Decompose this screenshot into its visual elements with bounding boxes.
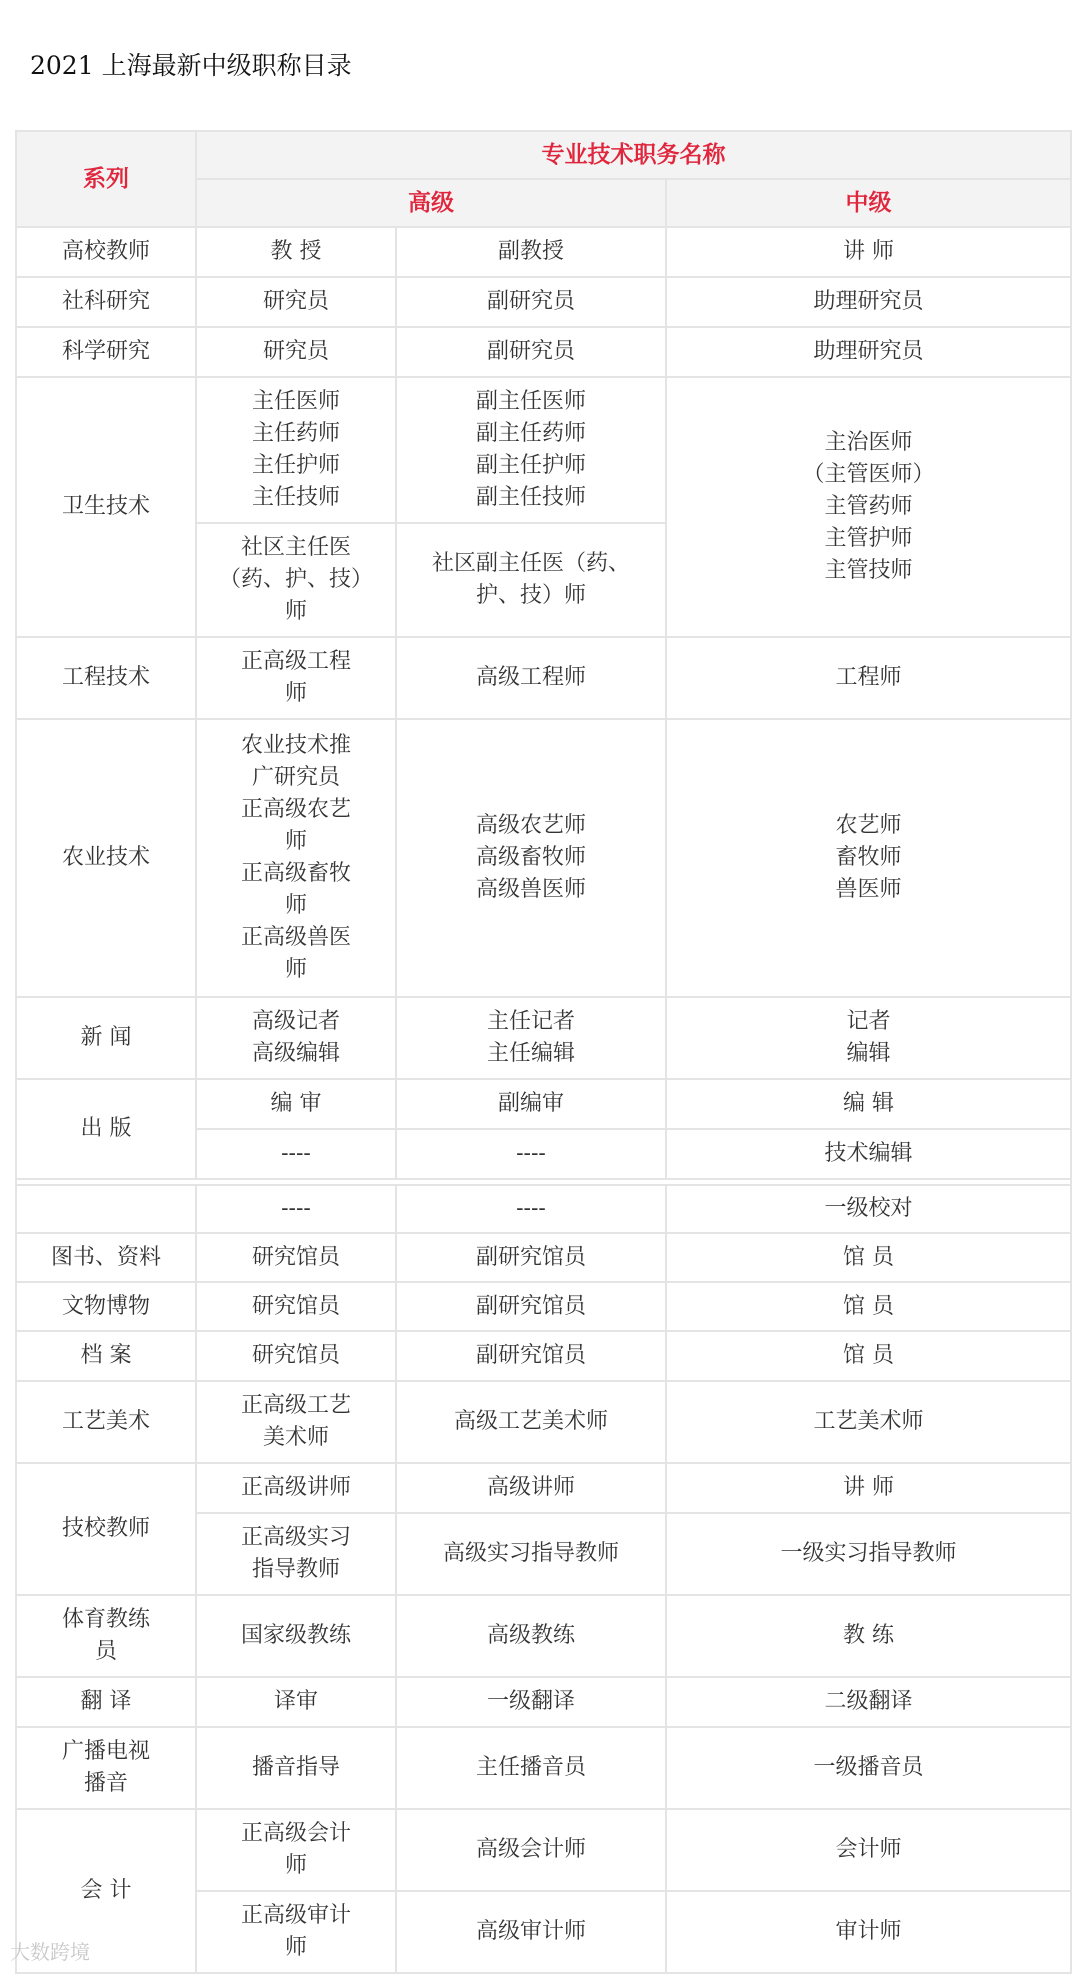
middle-cell: 馆 员 bbox=[666, 1233, 1071, 1282]
vice-senior-cell bbox=[396, 719, 666, 997]
cell-line: 师 bbox=[284, 599, 307, 624]
middle-cell: 审计师 bbox=[666, 1891, 1071, 1973]
series-cell: 卫生技术 bbox=[16, 377, 196, 637]
vice-senior-cell bbox=[396, 377, 666, 523]
cell-line: 师 bbox=[284, 957, 307, 982]
cell-line: 副主任技师 bbox=[475, 485, 586, 510]
cell-line: 主任记者 bbox=[486, 1009, 575, 1034]
senior-cell: 研究员 bbox=[196, 327, 396, 377]
series-cell: 文物博物 bbox=[16, 1282, 196, 1331]
middle-cell: 二级翻译 bbox=[666, 1677, 1071, 1727]
middle-cell: 馆 员 bbox=[666, 1282, 1071, 1331]
cell-line: 主任药师 bbox=[251, 421, 340, 446]
cell-line: 主管技师 bbox=[824, 558, 913, 583]
senior-cell: ---- bbox=[196, 1129, 396, 1179]
cell-line: 正高级会计 bbox=[240, 1821, 351, 1846]
series-cell: 图书、资料 bbox=[16, 1233, 196, 1282]
senior-cell bbox=[196, 719, 396, 997]
senior-cell bbox=[196, 1513, 396, 1595]
cell-line: 指导教师 bbox=[251, 1557, 340, 1582]
middle-cell: 讲 师 bbox=[666, 227, 1071, 277]
table-row bbox=[16, 327, 1071, 377]
page-title: 2021 上海最新中级职称目录 bbox=[30, 51, 352, 80]
table-row bbox=[16, 377, 1071, 523]
series-cell: 新 闻 bbox=[16, 997, 196, 1079]
series-cell: 翻 译 bbox=[16, 1677, 196, 1727]
cell-line: 主任编辑 bbox=[486, 1041, 575, 1066]
middle-cell: 工程师 bbox=[666, 637, 1071, 719]
cell-line: 师 bbox=[284, 893, 307, 918]
senior-cell bbox=[196, 1381, 396, 1463]
series-cell bbox=[16, 1727, 196, 1809]
cell-line: 正高级农艺 bbox=[240, 797, 351, 822]
vice-senior-cell: 副编审 bbox=[396, 1079, 666, 1129]
table-row bbox=[16, 1079, 1071, 1129]
table-row bbox=[16, 1381, 1071, 1463]
cell-line: 副主任药师 bbox=[475, 421, 586, 446]
series-cell: 会 计 bbox=[16, 1809, 196, 1973]
cell-line: 正高级审计 bbox=[240, 1903, 351, 1928]
cell-line: 高级记者 bbox=[251, 1009, 340, 1034]
table-row bbox=[16, 227, 1071, 277]
senior-cell bbox=[196, 1809, 396, 1891]
cell-line: 高级农艺师 bbox=[475, 813, 586, 838]
middle-cell: 会计师 bbox=[666, 1809, 1071, 1891]
middle-cell: 讲 师 bbox=[666, 1463, 1071, 1513]
cell-line: 农艺师 bbox=[835, 813, 902, 838]
table-row bbox=[16, 1282, 1071, 1331]
watermark: 大数跨境 bbox=[10, 1940, 90, 1964]
senior-cell: 播音指导 bbox=[196, 1727, 396, 1809]
vice-senior-cell: 一级翻译 bbox=[396, 1677, 666, 1727]
cell-line: 高级兽医师 bbox=[475, 877, 586, 902]
cell-line: 体育教练 bbox=[61, 1607, 150, 1632]
senior-cell bbox=[196, 997, 396, 1079]
middle-cell: 助理研究员 bbox=[666, 277, 1071, 327]
senior-cell: 国家级教练 bbox=[196, 1595, 396, 1677]
vice-senior-cell bbox=[396, 523, 666, 637]
series-cell: 工程技术 bbox=[16, 637, 196, 719]
cell-line: 广研究员 bbox=[251, 765, 340, 790]
middle-cell bbox=[666, 377, 1071, 637]
table-row bbox=[16, 1809, 1071, 1891]
cell-line: （药、护、技） bbox=[218, 567, 373, 592]
table-row bbox=[16, 1185, 1071, 1233]
senior-cell: 教 授 bbox=[196, 227, 396, 277]
cell-line: 师 bbox=[284, 681, 307, 706]
series-cell: 社科研究 bbox=[16, 277, 196, 327]
cell-line: 广播电视 bbox=[61, 1739, 150, 1764]
cell-line: 高级编辑 bbox=[251, 1041, 340, 1066]
cell-line: 正高级实习 bbox=[240, 1525, 351, 1550]
senior-cell: 正高级讲师 bbox=[196, 1463, 396, 1513]
senior-cell: ---- bbox=[196, 1185, 396, 1233]
senior-cell: 译审 bbox=[196, 1677, 396, 1727]
vice-senior-cell: 副研究馆员 bbox=[396, 1331, 666, 1381]
cell-line: 副主任医师 bbox=[475, 389, 586, 414]
cell-line: 正高级兽医 bbox=[240, 925, 351, 950]
table-row bbox=[16, 1727, 1071, 1809]
senior-cell: 研究馆员 bbox=[196, 1282, 396, 1331]
middle-cell: 助理研究员 bbox=[666, 327, 1071, 377]
cell-line: 正高级工艺 bbox=[240, 1393, 351, 1418]
vice-senior-cell: ---- bbox=[396, 1129, 666, 1179]
senior-cell bbox=[196, 377, 396, 523]
vice-senior-cell: 高级讲师 bbox=[396, 1463, 666, 1513]
table-row bbox=[16, 997, 1071, 1079]
vice-senior-cell: 主任播音员 bbox=[396, 1727, 666, 1809]
vice-senior-cell: 高级工艺美术师 bbox=[396, 1381, 666, 1463]
cell-line: 主管药师 bbox=[824, 494, 913, 519]
middle-cell: 编 辑 bbox=[666, 1079, 1071, 1129]
cell-line: 主任医师 bbox=[251, 389, 340, 414]
cell-line: 社区副主任医（药、 bbox=[431, 551, 630, 576]
vice-senior-cell: 副研究员 bbox=[396, 277, 666, 327]
table-row bbox=[16, 1595, 1071, 1677]
vice-senior-cell: 副教授 bbox=[396, 227, 666, 277]
cell-line: 播音 bbox=[83, 1771, 128, 1796]
table-row bbox=[16, 1233, 1071, 1282]
table-row bbox=[16, 1331, 1071, 1381]
vice-senior-cell: 副研究馆员 bbox=[396, 1282, 666, 1331]
cell-line: 主任护师 bbox=[251, 453, 340, 478]
header-group: 专业技术职务名称 bbox=[196, 131, 1071, 179]
cell-line: 主管护师 bbox=[824, 526, 913, 551]
cell-line: 主任技师 bbox=[251, 485, 340, 510]
vice-senior-cell: 副研究员 bbox=[396, 327, 666, 377]
vice-senior-cell: 高级教练 bbox=[396, 1595, 666, 1677]
middle-cell: 一级实习指导教师 bbox=[666, 1513, 1071, 1595]
series-cell: 高校教师 bbox=[16, 227, 196, 277]
header-series: 系列 bbox=[16, 131, 196, 227]
table-row bbox=[16, 277, 1071, 327]
cell-line: 兽医师 bbox=[835, 877, 902, 902]
senior-cell: 研究员 bbox=[196, 277, 396, 327]
senior-cell bbox=[196, 637, 396, 719]
series-cell bbox=[16, 1185, 196, 1233]
cell-line: 高级畜牧师 bbox=[475, 845, 586, 870]
middle-cell: 教 练 bbox=[666, 1595, 1071, 1677]
cell-line: （主管医师） bbox=[802, 462, 935, 487]
cell-line: 美术师 bbox=[262, 1425, 329, 1450]
vice-senior-cell: 高级审计师 bbox=[396, 1891, 666, 1973]
header-middle: 中级 bbox=[666, 179, 1071, 227]
title-catalog-table bbox=[15, 130, 1072, 1974]
vice-senior-cell: ---- bbox=[396, 1185, 666, 1233]
cell-line: 农业技术推 bbox=[240, 733, 351, 758]
senior-cell: 研究馆员 bbox=[196, 1331, 396, 1381]
cell-line: 社区主任医 bbox=[240, 535, 351, 560]
middle-cell bbox=[666, 719, 1071, 997]
middle-cell: 一级校对 bbox=[666, 1185, 1071, 1233]
cell-line: 师 bbox=[284, 829, 307, 854]
cell-line: 畜牧师 bbox=[835, 845, 902, 870]
senior-cell bbox=[196, 1891, 396, 1973]
vice-senior-cell bbox=[396, 997, 666, 1079]
series-cell: 技校教师 bbox=[16, 1463, 196, 1595]
cell-line: 记者 bbox=[846, 1009, 891, 1034]
table-row bbox=[16, 1463, 1071, 1513]
senior-cell: 研究馆员 bbox=[196, 1233, 396, 1282]
series-cell: 工艺美术 bbox=[16, 1381, 196, 1463]
vice-senior-cell: 副研究馆员 bbox=[396, 1233, 666, 1282]
senior-cell bbox=[196, 523, 396, 637]
cell-line: 正高级工程 bbox=[240, 649, 351, 674]
senior-cell: 编 审 bbox=[196, 1079, 396, 1129]
series-cell bbox=[16, 1595, 196, 1677]
cell-line: 师 bbox=[284, 1853, 307, 1878]
cell-line: 护、技）师 bbox=[475, 583, 586, 608]
table-row bbox=[16, 1677, 1071, 1727]
middle-cell: 技术编辑 bbox=[666, 1129, 1071, 1179]
cell-line: 主治医师 bbox=[824, 430, 913, 455]
vice-senior-cell: 高级工程师 bbox=[396, 637, 666, 719]
middle-cell bbox=[666, 997, 1071, 1079]
series-cell: 科学研究 bbox=[16, 327, 196, 377]
header-senior: 高级 bbox=[196, 179, 666, 227]
cell-line: 副主任护师 bbox=[475, 453, 586, 478]
cell-line: 员 bbox=[94, 1639, 117, 1664]
vice-senior-cell: 高级实习指导教师 bbox=[396, 1513, 666, 1595]
table-row bbox=[16, 719, 1071, 997]
table-row bbox=[16, 637, 1071, 719]
series-cell: 农业技术 bbox=[16, 719, 196, 997]
cell-line: 编辑 bbox=[846, 1041, 891, 1066]
middle-cell: 工艺美术师 bbox=[666, 1381, 1071, 1463]
vice-senior-cell: 高级会计师 bbox=[396, 1809, 666, 1891]
cell-line: 正高级畜牧 bbox=[240, 861, 351, 886]
cell-line: 师 bbox=[284, 1935, 307, 1960]
middle-cell: 一级播音员 bbox=[666, 1727, 1071, 1809]
middle-cell: 馆 员 bbox=[666, 1331, 1071, 1381]
series-cell: 出 版 bbox=[16, 1079, 196, 1179]
series-cell: 档 案 bbox=[16, 1331, 196, 1381]
